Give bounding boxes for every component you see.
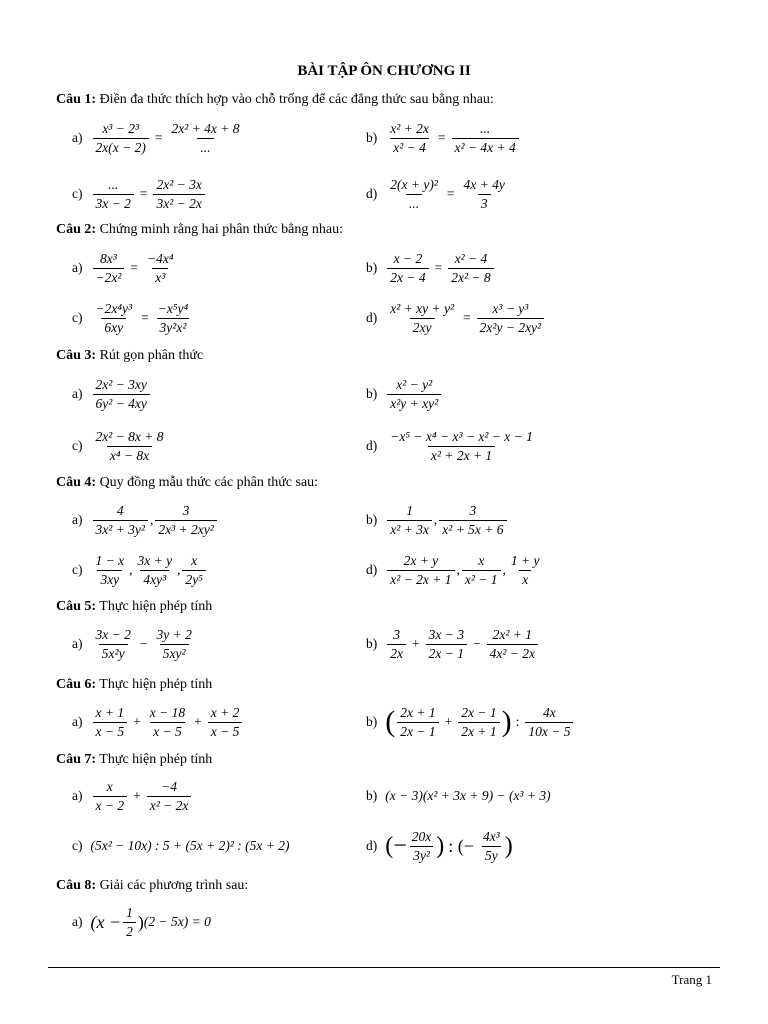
question-4-heading: Câu 4: Quy đồng mẫu thức các phân thức sau:: [56, 475, 319, 490]
q5-item-b: b) $\frac{3}{2x}$ + $\frac{3x - 3}{2x - 1}$ − $\frac{\text{2x² + 1}}{\text{4x² − 2x}}$: [366, 620, 540, 668]
q6-item-a: a) $\frac{x + 1}{x - 5}$ + $\frac{x - 18}{x - 5}$ + $\frac{x + 2}{x - 5}$: [72, 698, 244, 746]
q6-item-b: b) ( $\frac{2x + 1}{2x - 1}$ + $\frac{2x - 1}{2x + 1}$ ) : $\frac{4x}{10x - 5}$: [366, 698, 575, 746]
q7-item-c: c) (5x² − 10x) : 5 + (5x + 2)² : (5x + 2): [72, 838, 290, 853]
q4-item-d: d) $\frac{2x + y}{\text{x² − 2x + 1}}$ , $\frac{x}{\text{x² − 1}}$ , $\frac{1 + y}{x}$: [366, 552, 540, 587]
q8-item-a: a) (x − $\frac{1}{2}$ ) (2 − 5x) = 0: [72, 904, 211, 939]
q4-item-b: b) $\frac{1}{\text{x² + 3x}}$ , $\frac{3}{\text{x² + 5x + 6}}$: [366, 496, 509, 544]
q4-item-c: c) $\frac{1 - x}{3xy}$ , $\frac{3x + y}{\text{4xy³}}$ , $\frac{x}{\text{2y⁵}}$: [72, 546, 208, 594]
q5-item-a: a) $\frac{3x - 2}{\text{5x²y}}$ − $\frac{3y + 2}{\text{5xy²}}$: [72, 626, 192, 661]
question-7-heading: Câu 7: Thực hiện phép tính: [56, 752, 213, 767]
q4-item-a: a) $\frac{4}{\text{3x² + 3y²}}$ , $\frac{3}{\text{2x³ + 2xy²}}$: [72, 496, 219, 544]
q1-item-d: d) $\frac{\text{2(x + y)²}}{...}$ = $\frac{4x + 4y}{3}$: [366, 176, 505, 211]
q3-item-b: b) $\frac{\text{x² − y²}}{\text{x²y + xy²}}$: [366, 370, 443, 418]
q7-item-b: b) (x − 3)(x² + 3x + 9) − (x³ + 3): [366, 788, 551, 803]
question-1-heading: Câu 1: Điền đa thức thích hợp vào chỗ trống để các đẳng thức sau bằng nhau:: [56, 92, 494, 107]
question-6-heading: Câu 6: Thực hiện phép tính: [56, 677, 213, 692]
q1-item-a: a) $\frac{\text{x³ − 2³}}{2x(x - 2)}$ = $\frac{\text{2x² + 4x + 8}}{...}$: [72, 120, 240, 155]
q2-item-a: a) $\frac{\text{8x³}}{\text{−2x²}}$ = $\frac{\text{−4x⁴}}{\text{x³}}$: [72, 250, 174, 285]
q7-item-d: d) (− $\frac{20x}{\text{3y²}}$ ) : (− $\frac{\text{4x³}}{5y}$ ): [366, 828, 513, 863]
question-5-heading: Câu 5: Thực hiện phép tính: [56, 599, 213, 614]
q3-item-d: d) $\frac{\text{−x⁵ − x⁴ − x³ − x² − x − 1}}{\text{x² + 2x + 1}}$: [366, 428, 533, 463]
q2-item-d: d) $\frac{\text{x² + xy + y²}}{2xy}$ = $\frac{\text{x³ − y³}}{\text{2x²y − 2xy²}}$: [366, 294, 546, 342]
page-title: BÀI TẬP ÔN CHƯƠNG II: [297, 63, 471, 79]
question-2-heading: Câu 2: Chứng minh rằng hai phân thức bằng nhau:: [56, 222, 343, 237]
page-number: Trang 1: [671, 972, 712, 987]
question-3-heading: Câu 3: Rút gọn phân thức: [56, 348, 204, 363]
q2-item-b: b) $\frac{x - 2}{2x - 4}$ = $\frac{\text{x² − 4}}{\text{2x² − 8}}$: [366, 244, 496, 292]
q3-item-a: a) $\frac{\text{2x² − 3xy}}{\text{6y² − 4xy}}$: [72, 370, 152, 418]
q2-item-c: c) $\frac{\text{−2x⁴y³}}{6xy}$ = $\frac{\text{−x⁵y⁴}}{\text{3y²x²}}$: [72, 300, 189, 335]
footer-divider: [48, 967, 720, 968]
q7-item-a: a) $\frac{x}{x - 2}$ + $\frac{-4}{\text{x² − 2x}}$: [72, 772, 193, 820]
q3-item-c: c) $\frac{\text{2x² − 8x + 8}}{\text{x⁴ − 8x}}$: [72, 428, 164, 463]
q1-item-c: c) $\frac{...}{3x - 2}$ = $\frac{\text{2x² − 3x}}{\text{3x² − 2x}}$: [72, 170, 207, 218]
q1-item-b: b) $\frac{\text{x² + 2x}}{\text{x² − 4}}$ = $\frac{...}{\text{x² − 4x + 4}}$: [366, 114, 521, 162]
question-8-heading: Câu 8: Giải các phương trình sau:: [56, 878, 249, 893]
